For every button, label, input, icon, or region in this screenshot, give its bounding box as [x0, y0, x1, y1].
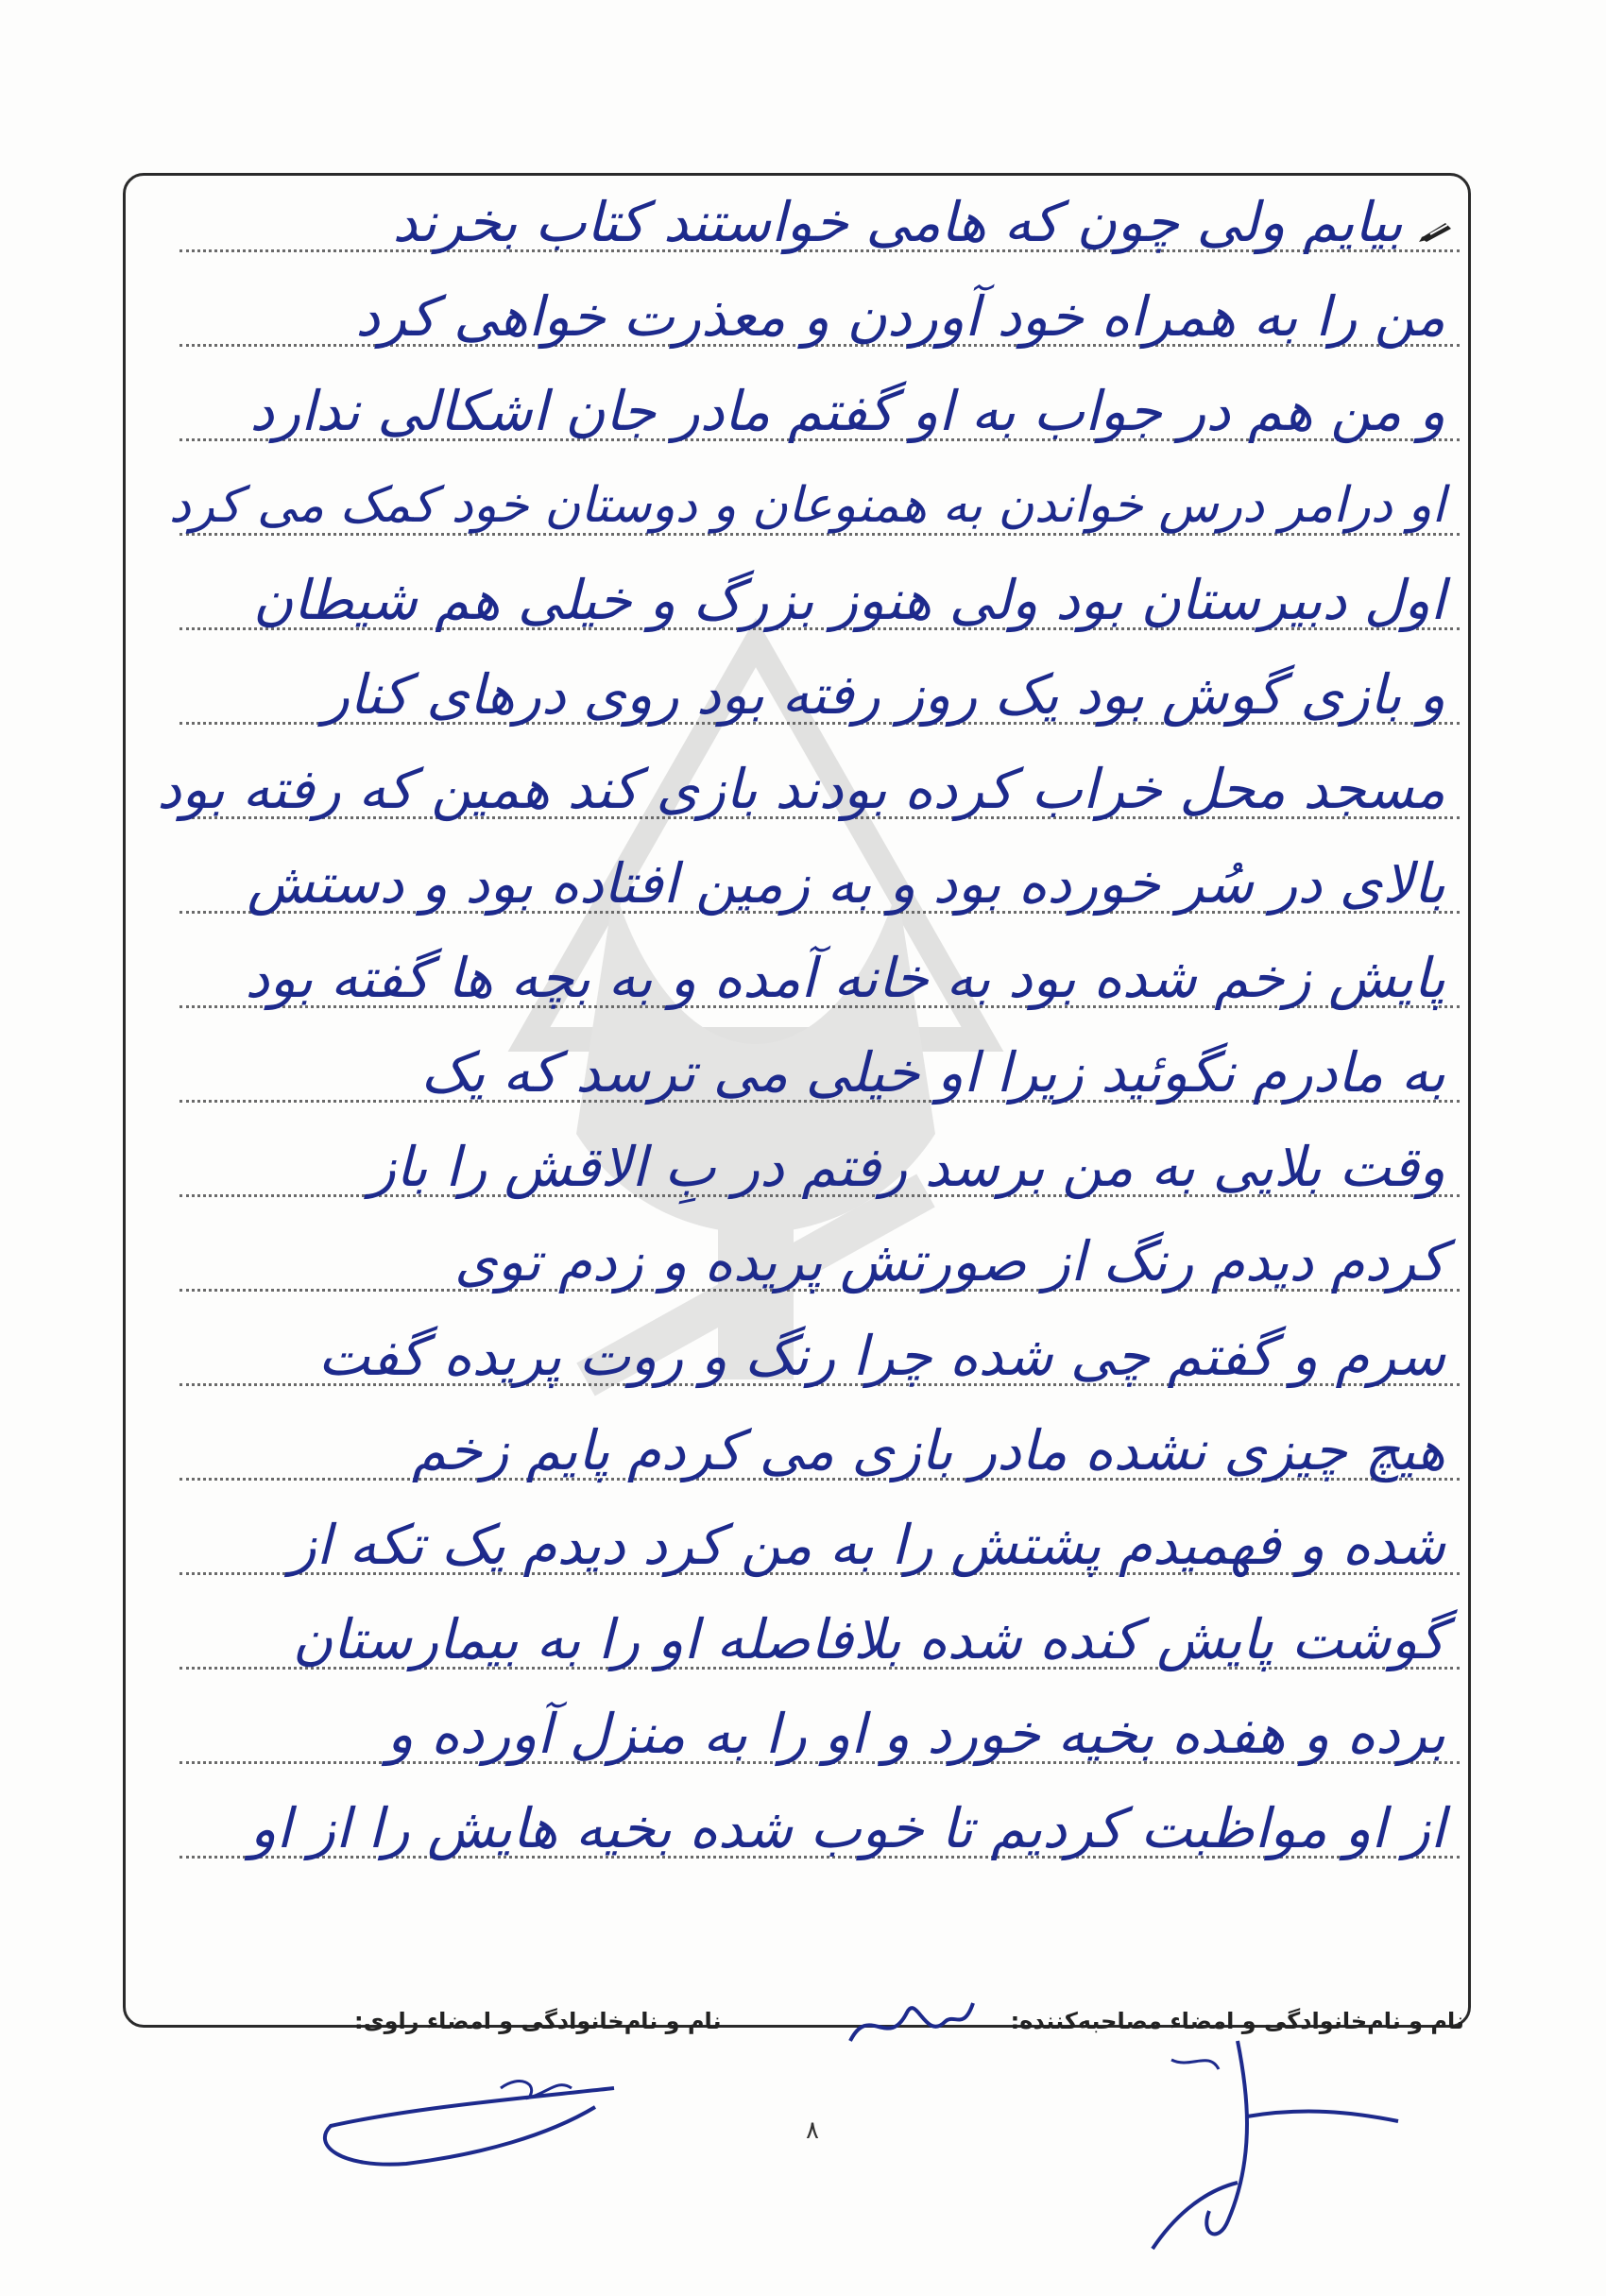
handwritten-line: اول دبیرستان بود ولی هنوز بزرگ و خیلی هم شیطان	[252, 568, 1445, 632]
handwritten-line: او درامر درس خواندن به همنوعان و دوستان خود کمک می کرد	[168, 477, 1445, 534]
interviewer-signature-label: نام و نام‌خانوادگی و امضاء مصاحبه‌کننده:	[1010, 2008, 1464, 2034]
handwritten-line: من را به همراه خود آوردن و معذرت خواهی کرد	[355, 284, 1445, 349]
handwritten-line: هیچ چیزی نشده مادر بازی می کردم پایم زخم	[411, 1418, 1445, 1482]
pen-icon	[1417, 217, 1455, 244]
handwritten-line: شده و فهمیدم پشتش را به من کرد دیدم یک تکه از	[289, 1513, 1445, 1577]
handwritten-line: سرم و گفتم چی شده چرا رنگ و روت پریده گفت	[317, 1324, 1445, 1388]
page-number: ۸	[806, 2116, 819, 2145]
interviewer-signature	[1115, 2031, 1417, 2258]
handwritten-line: برده و هفده بخیه خورد و او را به منزل آورده و	[386, 1702, 1445, 1766]
handwritten-line: وقت بلایی به من برسد رفتم در بِ الاقش را باز	[368, 1135, 1445, 1199]
handwritten-line: کردم دیدم رنگ از صورتش پریده و زدم توی	[453, 1229, 1445, 1294]
narrator-signature	[302, 2060, 624, 2183]
handwritten-line: از او مواظبت کردیم تا خوب شده بخیه هایش را از او	[249, 1796, 1445, 1860]
handwritten-line: بیایم ولی چون که هامی خواستند کتاب بخرند	[392, 190, 1403, 254]
handwritten-line: مسجد محل خراب کرده بودند بازی کند همین که رفته بود	[157, 757, 1445, 821]
narrator-signature-label: نام و نام‌خانوادگی و امضاء راوی:	[354, 2008, 722, 2034]
handwritten-line: گوشت پایش کنده شده بلافاصله او را به بیمارستان	[292, 1607, 1445, 1671]
handwritten-line: پایش زخم شده بود به خانه آمده و به بچه ها گفته بود	[245, 946, 1445, 1010]
handwritten-line: به مادرم نگوئید زیرا او خیلی می ترسد که یک	[420, 1040, 1445, 1105]
handwritten-line: و من هم در جواب به او گفتم مادر جان اشکالی ندارد	[249, 379, 1445, 443]
handwritten-line: بالای در سُر خورده بود و به زمین افتاده بود و دستش	[247, 851, 1445, 916]
handwritten-line: و بازی گوش بود یک روز رفته بود روی درهای کنار	[323, 662, 1445, 727]
